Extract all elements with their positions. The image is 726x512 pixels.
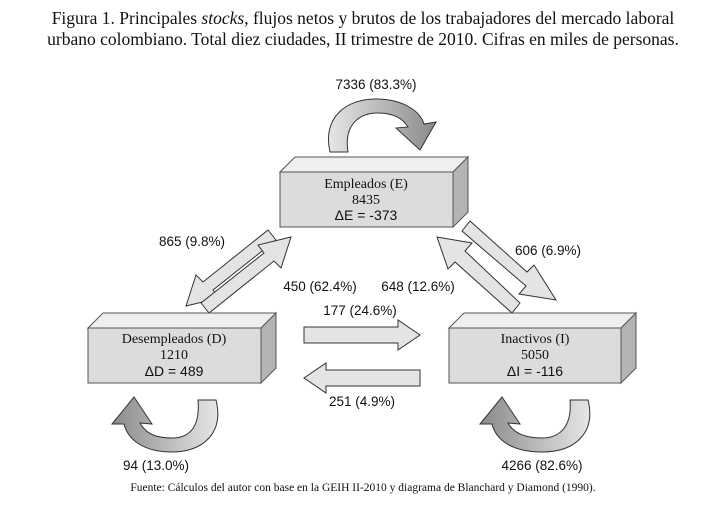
box-unemployed (88, 313, 276, 383)
title-line2: urbano colombiano. Total diez ciudades, II trimestre de 2010. Cifras en miles de personas. (47, 29, 679, 49)
flow-label-i-to-e: 648 (12.6%) (381, 279, 455, 294)
box-employed (280, 157, 468, 227)
unemployed-stock: 1210 (160, 348, 188, 363)
arrow-inactive-to-employed (437, 237, 520, 313)
inactive-stock: 5050 (521, 348, 549, 363)
unemployed-title: Desempleados (D) (121, 332, 227, 347)
box-inactive (449, 313, 636, 383)
employed-stock: 8435 (352, 193, 380, 208)
title-rest: , flujos netos y brutos de los trabajadores del mercado laboral (244, 8, 675, 28)
employed-title: Empleados (E) (324, 177, 408, 192)
flow-label-d-to-d: 94 (13.0%) (122, 458, 190, 473)
flow-label-d-to-i: 177 (24.6%) (323, 303, 397, 318)
unemployed-delta: ΔD = 489 (144, 363, 204, 379)
flow-label-e-to-d: 865 (9.8%) (158, 234, 226, 249)
inactive-title: Inactivos (I) (500, 332, 570, 347)
title-prefix: Figura 1. Principales (51, 8, 202, 28)
flow-label-e-to-i: 606 (6.9%) (514, 243, 582, 258)
flow-label-e-to-e: 7336 (83.3%) (335, 77, 417, 92)
employed-delta: ΔE = -373 (334, 207, 398, 223)
flow-label-d-to-e: 450 (62.4%) (283, 279, 357, 294)
loop-arrow-inactive (480, 397, 590, 452)
flow-label-i-to-d: 251 (4.9%) (328, 394, 396, 409)
arrow-unemployed-to-inactive (304, 320, 420, 350)
flow-label-i-to-i: 4266 (82.6%) (501, 458, 583, 473)
arrow-employed-to-inactive (462, 221, 556, 300)
title-italic: stocks (201, 8, 245, 28)
loop-arrow-unemployed (112, 397, 218, 452)
figure-source-note: Fuente: Cálculos del autor con base en la GEIH II-2010 y diagrama de Blanchard y Diamond (1990). (130, 482, 596, 494)
loop-arrow-employed (328, 99, 436, 152)
arrow-inactive-to-unemployed (304, 363, 420, 393)
inactive-delta: ΔI = -116 (506, 363, 564, 379)
